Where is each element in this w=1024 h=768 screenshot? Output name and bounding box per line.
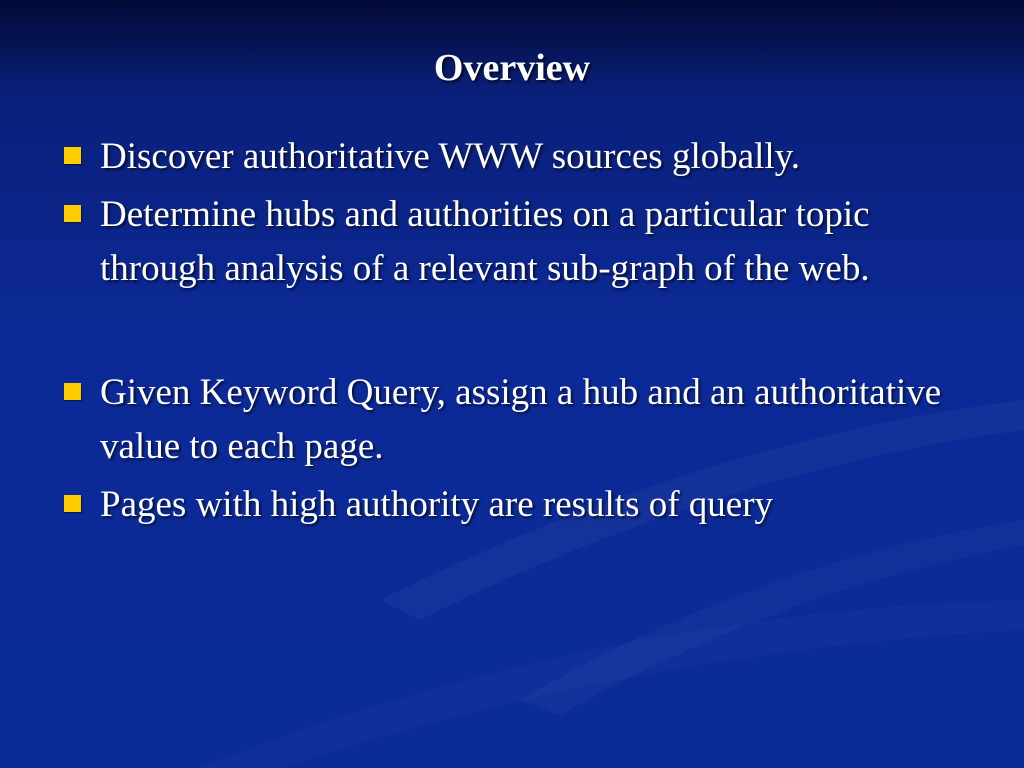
bullet-text: Given Keyword Query, assign a hub and an authoritative value to each page.: [100, 372, 942, 467]
bullet-text: Pages with high authority are results of query: [100, 484, 774, 525]
square-bullet-icon: [64, 383, 81, 400]
square-bullet-icon: [64, 147, 81, 164]
bullet-item: [60, 188, 960, 296]
slide-title: Overview: [433, 47, 591, 89]
bullet-item: [60, 478, 960, 532]
bullet-list: [60, 130, 960, 536]
bullet-text: Determine hubs and authorities on a particular topic through analysis of a relevant sub-graph of the web.: [100, 194, 870, 289]
bullet-item: [60, 366, 960, 474]
square-bullet-icon: [64, 205, 81, 222]
bullet-text: Discover authoritative WWW sources globally.: [100, 136, 801, 177]
square-bullet-icon: [64, 495, 81, 512]
bullet-item: [60, 130, 960, 184]
